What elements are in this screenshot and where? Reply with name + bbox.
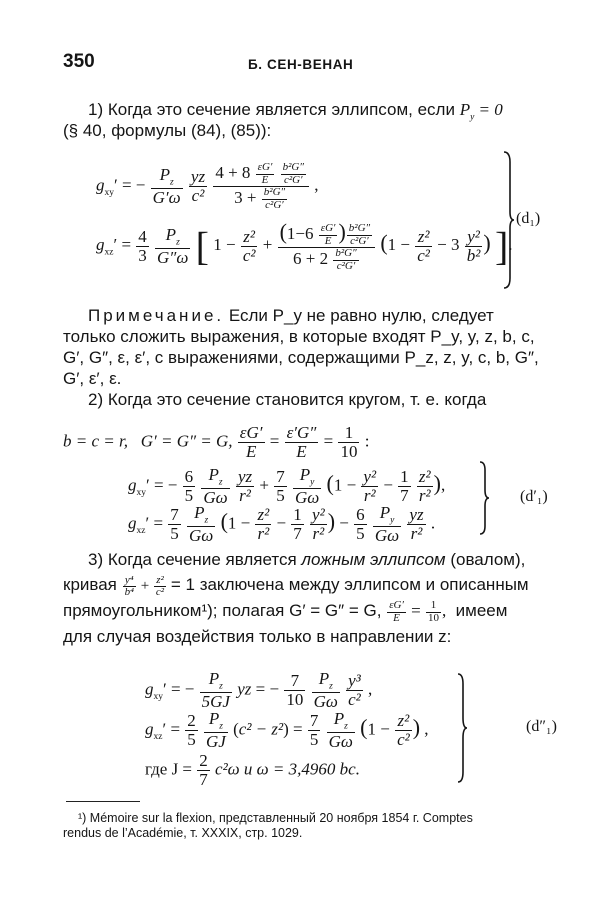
note-line3: G′, G″, ε, ε′, с выражениями, содержащими P_z, z, y, c, b, G″, [63, 348, 539, 367]
eq-d1pp-where: где J = [145, 759, 193, 779]
case2-line1: 2) Когда это сечение становится кругом, т. е. когда [88, 390, 487, 409]
footnote-rule [66, 801, 140, 802]
brace-d1p [478, 460, 490, 536]
note-text1: Если P_y не равно нулю, следует [228, 306, 494, 325]
case3-italic: ложным эллипсом [301, 550, 446, 569]
case2-condition: b = c = r, G′ = G″ = G, $\frac{\varepsilon G'}{E}$ = $\frac{\varepsilon'G''}{E}$ = $\frac{1}{10}$ : [63, 423, 370, 461]
note-line4: G′, ε′, ε. [63, 369, 122, 388]
running-title: Б. СЕН-ВЕНАН [248, 57, 354, 72]
eq-d1p-label: (d′₁) [520, 488, 548, 505]
footnote-line1: ¹) Mémoire sur la flexion, представленный 20 ноября 1854 г. Comptes [78, 811, 473, 825]
eq-d1pp-row1: $g_{xy}'$ = − $\frac{P_z}{5GJ}$ yz = − $\frac{7}{10}$ $\frac{P_z}{G\omega}$ $\frac{\text{y³}}{\text{c²}}$ , [145, 669, 373, 712]
case3-line3: прямоугольником¹); полагая G′ = G″ = G, $\frac{\varepsilon G'}{E}$ = $\frac{1}{10}$ , имеем [63, 599, 508, 624]
eq-d1p-row2: $g_{xz}'$ = $\frac{7}{5}$ $\frac{P_z}{G\omega}$ (1 − $\frac{\text{z²}}{\text{r²}}$ − $\frac{1}{7}$ $\frac{\text{y²}}{\text{r²}}$ ) − $\frac{6}{5}$ $\frac{P_y}{G\omega}$ $\frac{yz}{\text{r²}}$ . [128, 503, 436, 546]
brace-d1 [502, 150, 514, 290]
footnote-line2: rendus de l’Académie, т. XXXIX, стр. 1029. [63, 826, 303, 840]
eq-d1-row1: $g_{xy}'$ = − $\frac{P_z}{G'\omega}$ $\frac{yz}{\text{c²}}$ 4 + 8 $\frac{\varepsilon G'}{E}$ $\frac{\text{b²G″}}{\text{c²G′}}$ 3 + $\frac{\text{b²G″}}{\text{c²G′}}$ , [96, 161, 319, 211]
eq-d1pp-label: (d″₁) [526, 718, 557, 735]
case1-condition: $P_y = 0$ [459, 100, 503, 123]
case3-text-a: 3) Когда сечение является [88, 550, 297, 569]
case3-line4: для случая воздействия только в направлении z: [63, 627, 452, 646]
case3-have: имеем [455, 601, 508, 620]
eq-d1-row2: $g_{xz}'$ = $\frac{4}{3}$ $\frac{P_z}{G''\omega}$ [ 1 − $\frac{\text{z²}}{\text{c²}}$ + (1−6 $\frac{\varepsilon G'}{E}$ ) $\frac{\text{b²G″}}{\text{c²G′}}$ 6 + 2 $\frac{\text{b²G″}}{\text{c²G′}}$ (1 − $\frac{\text{z²}}{\text{c²}}$ − 3 $\frac{\text{y²}}{\text{b²}}$ ) ]. [96, 219, 513, 272]
page-number: 350 [63, 51, 95, 72]
case3-curve-text: = 1 заключена между эллипсом и описанным [170, 575, 529, 594]
eq-d1pp-where-tail: c²ω и ω = 3,4960 bc. [215, 759, 360, 779]
note-line2: только сложить выражения, в которые входят P_y, y, z, b, c, [63, 327, 535, 346]
eq-d1pp-row2: $g_{xz}'$ = $\frac{2}{5}$ $\frac{P_z}{GJ}$ (c² − z²) = $\frac{7}{5}$ $\frac{P_z}{G\omega}$ (1 − $\frac{\text{z²}}{\text{c²}}$ ) , [145, 709, 429, 752]
case3-line2: кривая $\frac{\text{y⁴}}{\text{b⁴}}$ + $\frac{\text{z²}}{\text{c²}}$ = 1 заключена между эллипсом и описанным [63, 573, 529, 599]
case3-line1 [88, 549, 525, 570]
case1-text: 1) Когда это сечение является эллипсом, если [88, 100, 455, 119]
eq-d1-label: (d₁) [516, 210, 541, 227]
case3-text-b: (овалом), [450, 550, 526, 569]
note-line1 [88, 305, 558, 326]
note-lead: Примечание. [88, 306, 225, 325]
case3-rect-text: прямоугольником¹); полагая G′ = G″ = G, [63, 601, 382, 620]
case1-line2: (§ 40, формулы (84), (85)): [63, 121, 272, 140]
eq-d1pp-row3: где J = $\frac{2}{7}$ c²ω и ω = 3,4960 bc. [145, 751, 360, 789]
brace-d1pp [456, 672, 468, 784]
case3-curve-label: кривая [63, 575, 117, 594]
eq-d1p-row1: $g_{xy}'$ = − $\frac{6}{5}$ $\frac{P_z}{G\omega}$ $\frac{yz}{\text{r²}}$ + $\frac{7}{5}$ $\frac{P_y}{G\omega}$ (1 − $\frac{\text{y²}}{\text{r²}}$ − $\frac{1}{7}$ $\frac{\text{z²}}{\text{r²}}$ ), [128, 465, 446, 508]
